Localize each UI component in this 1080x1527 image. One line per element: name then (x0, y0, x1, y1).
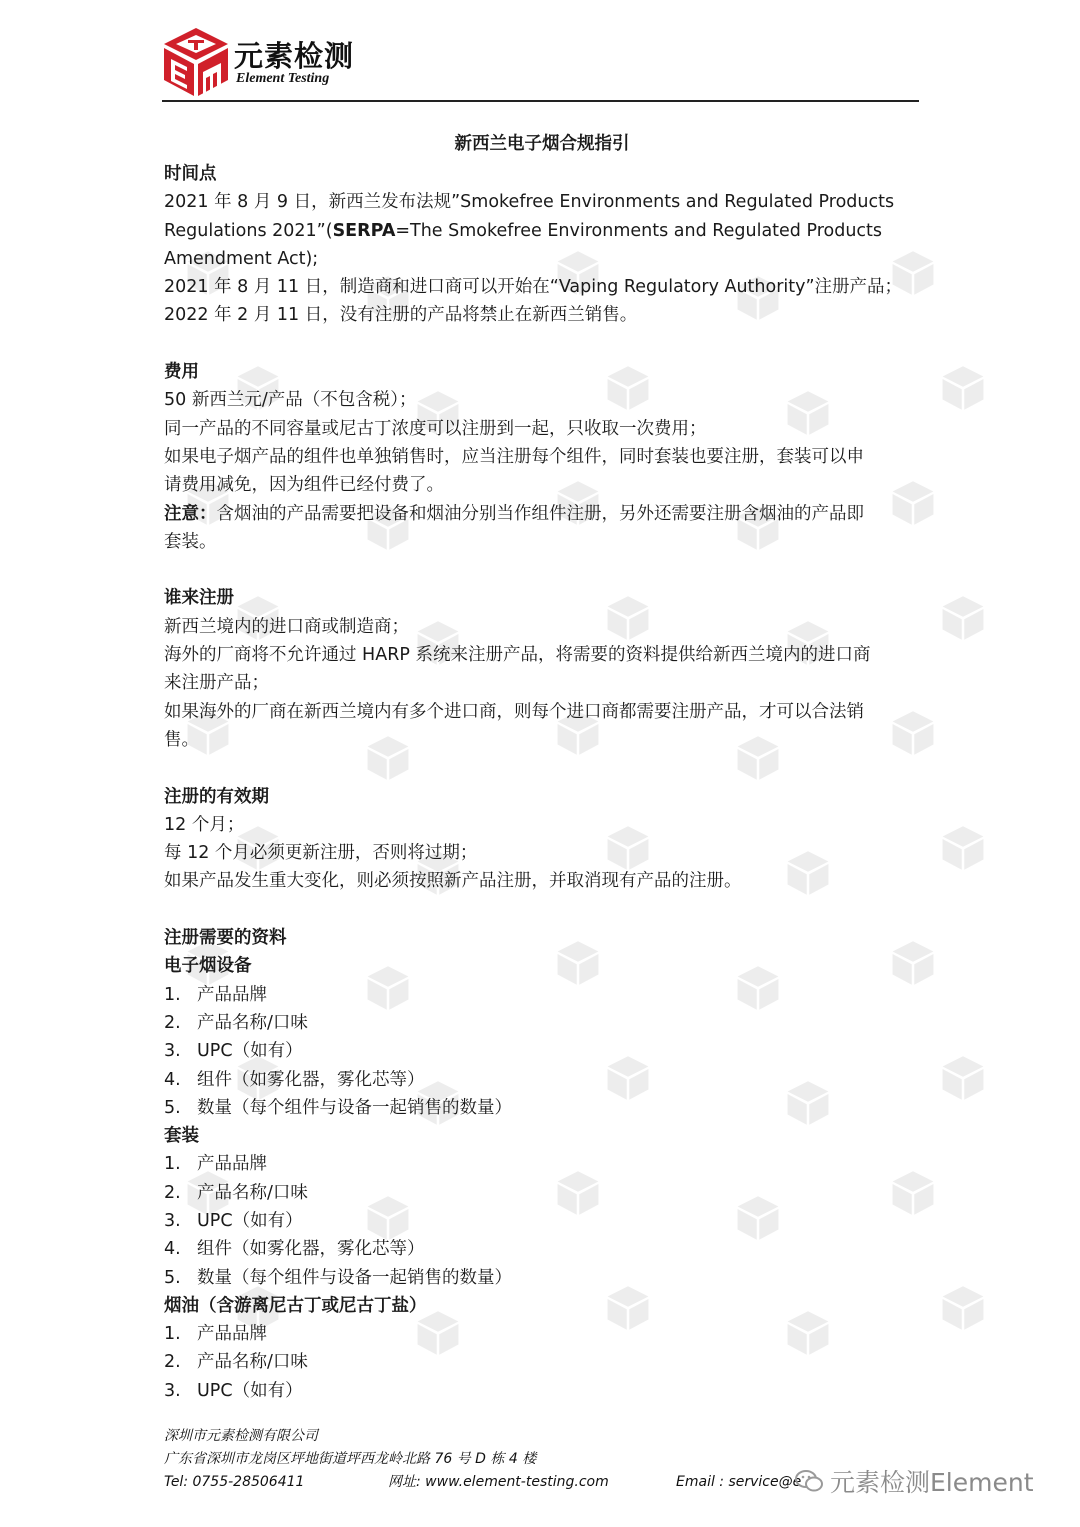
list-item: 4. 组件（如雾化器，雾化芯等） (164, 1239, 425, 1260)
wechat-icon (794, 1468, 824, 1494)
logo-watermark-icon (940, 365, 986, 411)
timeline-paragraph-2: 2021 年 8 月 11 日，制造商和进口商可以开始在“Vaping Regulatory Authority”注册产品； (164, 277, 903, 298)
serpa-abbrev: SERPA (332, 220, 396, 241)
list-item: 3. UPC（如有） (164, 1210, 303, 1231)
footer-company: 深圳市元素检测有限公司 (164, 1428, 318, 1444)
list-item: 3. UPC（如有） (164, 1041, 303, 1062)
fees-paragraph-3-cont: 请费用减免，因为组件已经付费了。 (164, 475, 444, 496)
timeline-paragraph-1-end: Amendment Act); (164, 248, 319, 269)
who-paragraph-3: 如果海外的厂商在新西兰境内有多个进口商，则每个进口商都需要注册产品，才可以合法销 (164, 701, 864, 722)
section-heading-validity: 注册的有效期 (164, 786, 269, 807)
eliquid-list (164, 1320, 920, 1405)
validity-paragraph-1: 12 个月； (164, 814, 245, 835)
fees-paragraph-1: 50 新西兰元/产品（不包含税）； (164, 390, 417, 411)
subheading-eliquid: 烟油（含游离尼古丁或尼古丁盐） (164, 1295, 427, 1316)
list-item: 3. UPC（如有） (164, 1380, 303, 1401)
list-item: 4. 组件（如雾化器，雾化芯等） (164, 1069, 425, 1090)
logo-watermark-icon (940, 595, 986, 641)
subheading-kit: 套装 (164, 1126, 199, 1147)
list-item: 1. 产品品牌 (164, 1154, 267, 1175)
logo-text-en: Element Testing (236, 71, 330, 86)
element-testing-logo-icon (162, 26, 230, 98)
fees-paragraph-2: 同一产品的不同容量或尼古丁浓度可以注册到一起，只收取一次费用； (164, 418, 707, 439)
letterhead (162, 22, 918, 102)
timeline-paragraph-1-cont: Regulations 2021”(SERPA=The Smokefree Environments and Regulated Products (164, 220, 883, 241)
document-body (164, 128, 920, 1405)
logo-watermark-icon (940, 1055, 986, 1101)
list-item: 2. 产品名称/口味 (164, 1012, 308, 1033)
logo-watermark-icon (940, 825, 986, 871)
timeline-paragraph-1: 2021 年 8 月 9 日，新西兰发布法规”Smokefree Environments and Regulated Products (164, 192, 895, 213)
wechat-account-name: 元素检测Element (830, 1468, 1034, 1497)
list-item: 1. 产品品牌 (164, 1324, 267, 1345)
subheading-device: 电子烟设备 (164, 956, 252, 977)
list-item: 2. 产品名称/口味 (164, 1182, 308, 1203)
list-item: 5. 数量（每个组件与设备一起销售的数量） (164, 1097, 512, 1118)
kit-list (164, 1150, 920, 1291)
section-heading-fees: 费用 (164, 362, 199, 383)
list-item: 2. 产品名称/口味 (164, 1352, 308, 1373)
wechat-watermark (794, 1463, 1034, 1499)
logo-text-cn: 元素检测 (234, 39, 355, 73)
fees-paragraph-3: 如果电子烟产品的组件也单独销售时，应当注册每个组件，同时套装也要注册，套装可以申 (164, 446, 864, 467)
validity-paragraph-2: 每 12 个月必须更新注册，否则将过期； (164, 843, 478, 864)
footer-tel: Tel: 0755-28506411 (164, 1474, 305, 1490)
footer-email: Email : service@e (676, 1474, 802, 1490)
footer-website: 网址: www.element-testing.com (388, 1474, 609, 1490)
note-label: 注意： (164, 503, 217, 524)
who-paragraph-2: 海外的厂商将不允许通过 HARP 系统来注册产品，将需要的资料提供给新西兰境内的进口商 (164, 645, 871, 666)
device-list (164, 981, 920, 1122)
list-item: 1. 产品品牌 (164, 984, 267, 1005)
timeline-paragraph-3: 2022 年 2 月 11 日，没有注册的产品将禁止在新西兰销售。 (164, 305, 638, 326)
document-title: 新西兰电子烟合规指引 (454, 134, 630, 154)
validity-paragraph-3: 如果产品发生重大变化，则必须按照新产品注册，并取消现有产品的注册。 (164, 871, 742, 892)
header-divider (162, 100, 919, 102)
logo-watermark-icon (940, 1285, 986, 1331)
who-paragraph-3-cont: 售。 (164, 729, 199, 750)
fees-note: 注意：含烟油的产品需要把设备和烟油分别当作组件注册，另外还需要注册含烟油的产品即 (164, 503, 864, 524)
list-item: 5. 数量（每个组件与设备一起销售的数量） (164, 1267, 512, 1288)
section-heading-who: 谁来注册 (164, 588, 234, 609)
footer-address: 广东省深圳市龙岗区坪地街道坪西龙岭北路 76 号 D 栋 4 楼 (164, 1451, 537, 1467)
who-paragraph-1: 新西兰境内的进口商或制造商； (164, 616, 409, 637)
section-heading-timeline: 时间点 (164, 164, 217, 184)
who-paragraph-2-cont: 来注册产品； (164, 673, 269, 694)
fees-note-cont: 套装。 (164, 531, 217, 552)
section-heading-materials: 注册需要的资料 (164, 928, 287, 949)
